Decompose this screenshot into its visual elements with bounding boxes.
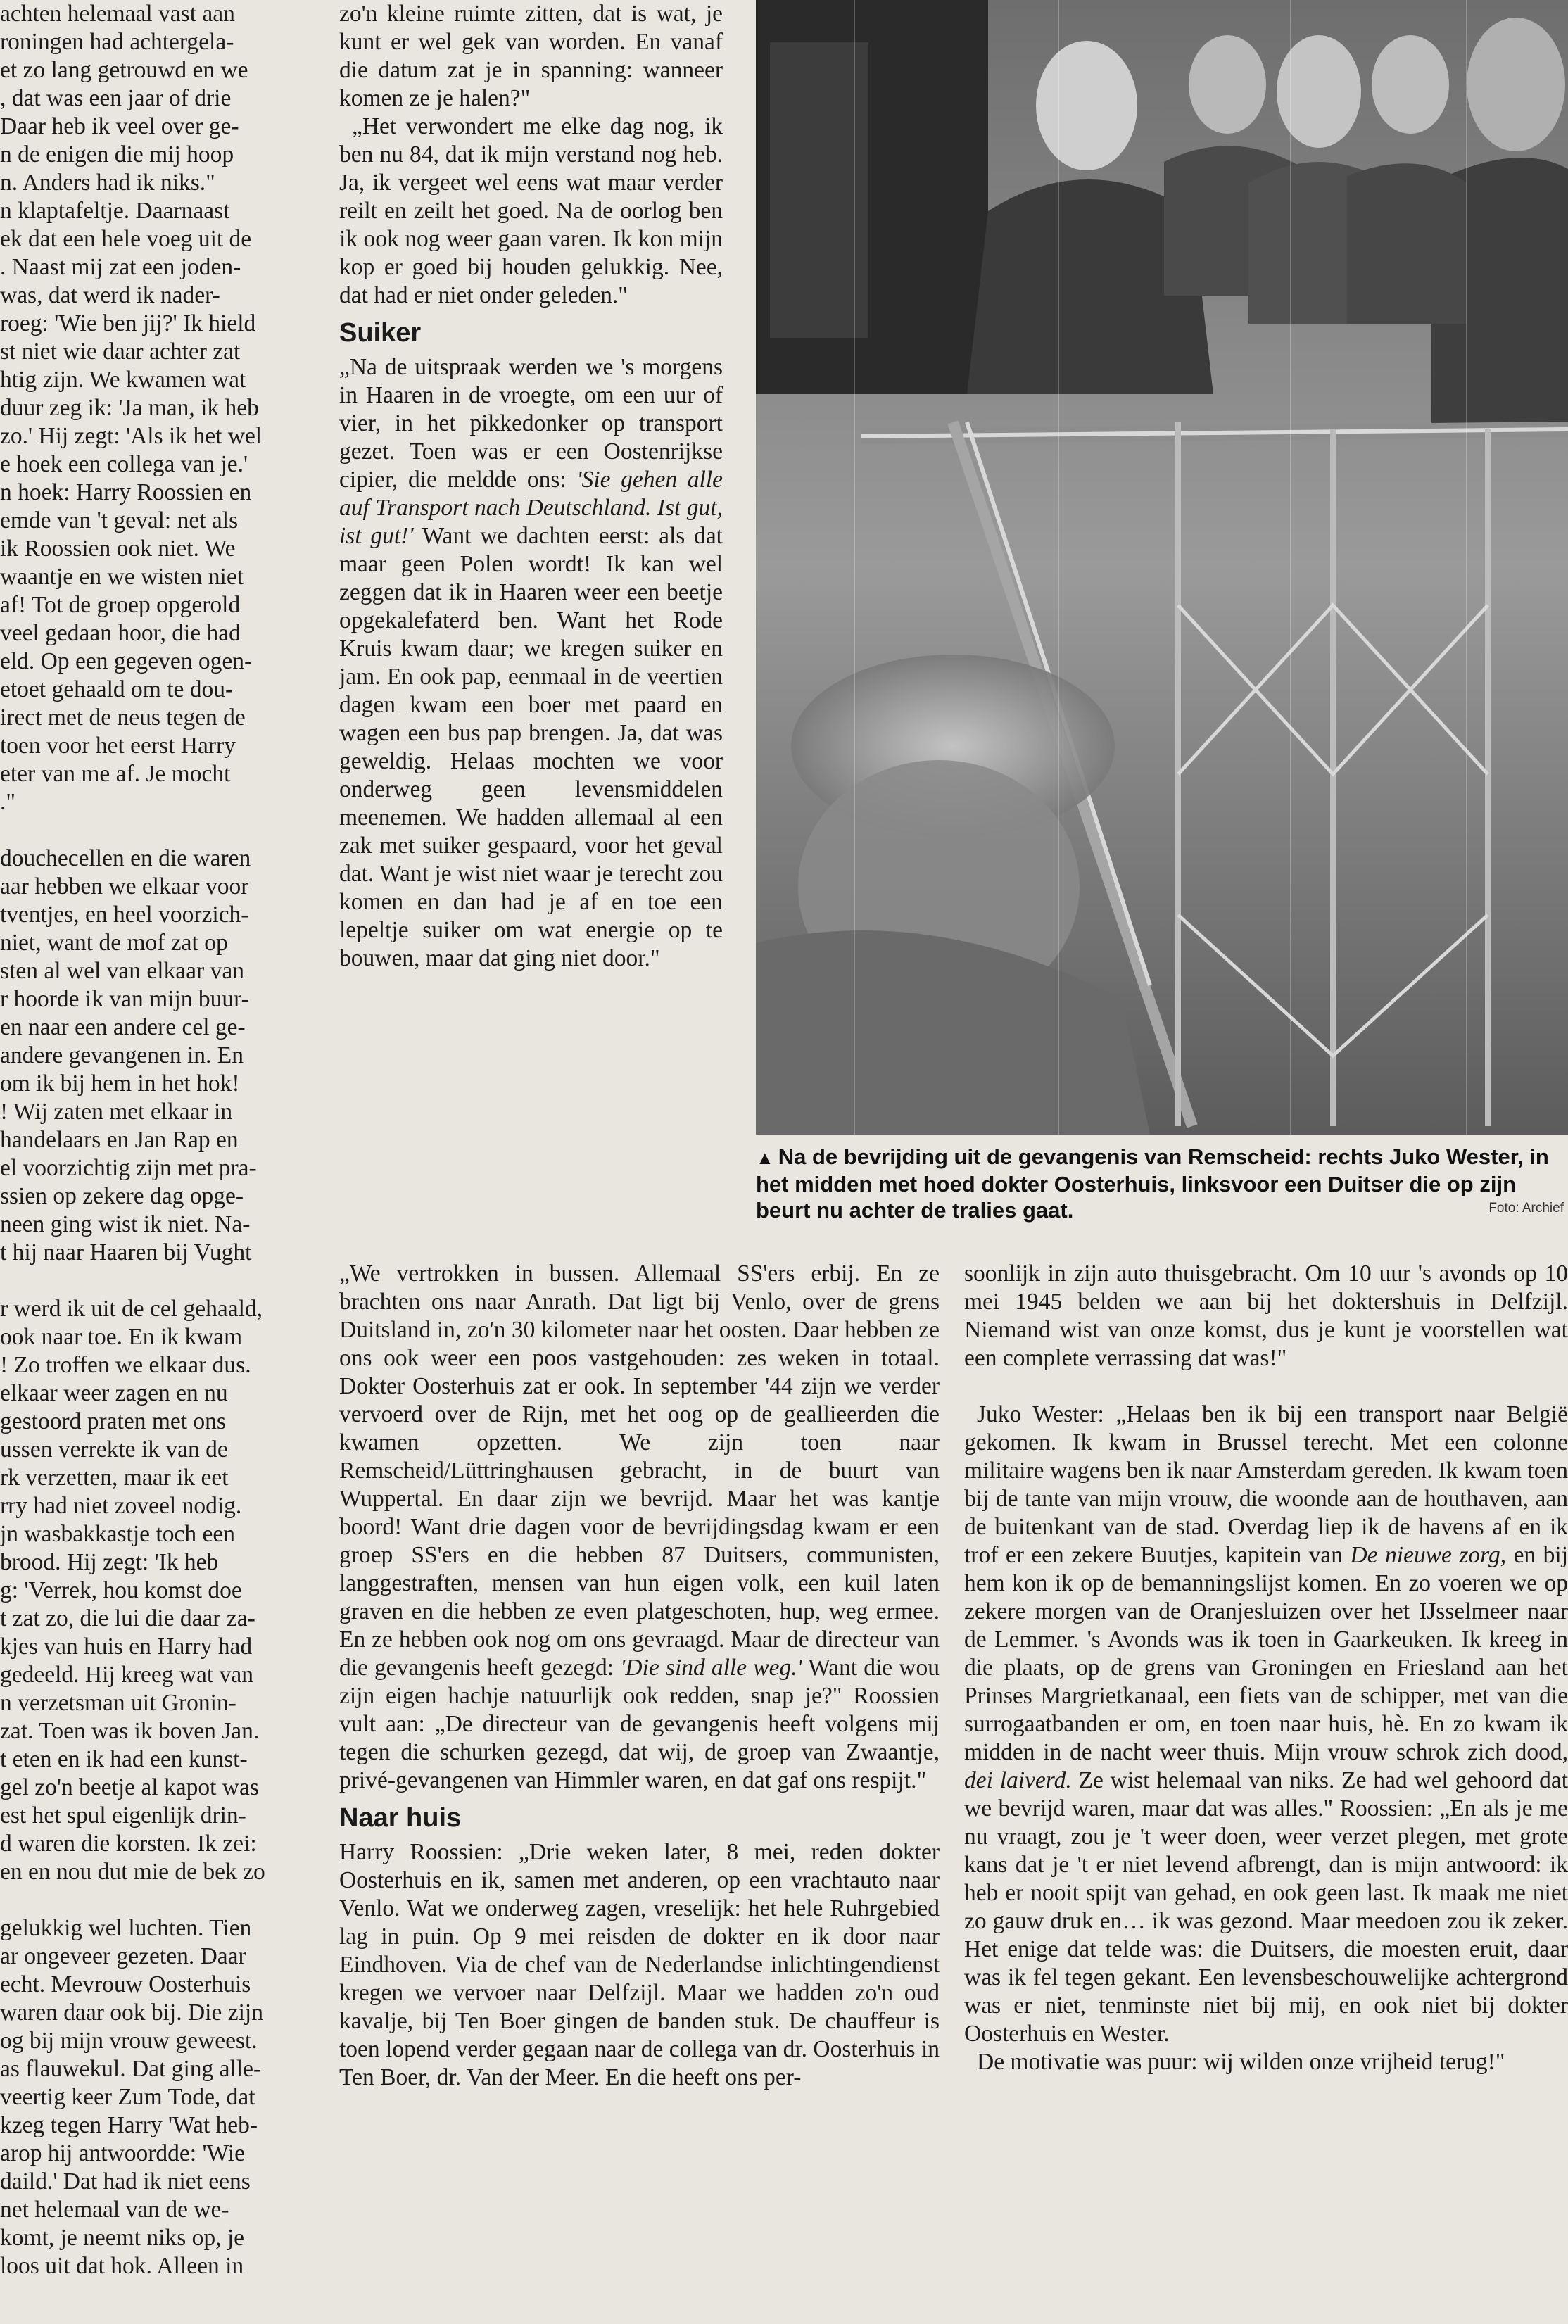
- text-line: ik Roossien ook niet. We: [0, 536, 236, 562]
- text-line: g: 'Verrek, hou komst doe: [0, 1577, 242, 1603]
- text-line: ussen verrekte ik van de: [0, 1436, 228, 1463]
- line-gap: [0, 816, 308, 845]
- text-line: etoet gehaald om te dou-: [0, 676, 234, 702]
- text-line: kjes van huis en Harry had: [0, 1634, 253, 1660]
- paragraph: zo'n kleine ruimte zitten, dat is wat, je kunt er wel gek van worden. En vanaf die datum zat je in spanning: wanneer komen ze je halen?": [339, 1, 723, 111]
- text-line: gestoord praten met ons: [0, 1408, 226, 1434]
- archive-photo: [756, 0, 1568, 1135]
- line-gap: [0, 1267, 308, 1295]
- photo-caption: ▲ Na de bevrijding uit de gevangenis van Remscheid: rechts Juko Wester, in het midden met hoed dokter Oosterhuis, linksvoor een Duitser die op zijn beurt nu achter de tralies gaat.: [756, 1144, 1549, 1223]
- subheading-suiker: Suiker: [339, 318, 422, 348]
- text-line: as flauwekul. Dat ging alle-: [0, 2056, 262, 2082]
- text-line: echt. Mevrouw Oosterhuis: [0, 1971, 251, 1997]
- text-line: achten helemaal vast aan: [0, 1, 235, 27]
- column-bottom-middle: [339, 1260, 940, 2092]
- text-line: , dat was een jaar of drie: [0, 85, 232, 111]
- text-line: brood. Hij zegt: 'Ik heb: [0, 1549, 219, 1575]
- text-line: komt, je neemt niks op, je: [0, 2225, 245, 2251]
- paragraph: Harry Roossien: „Drie weken later, 8 mei, reden dokter Oosterhuis en ik, samen met anderen, op een vrachtauto naar Venlo. Wat we onderweg zagen, vreselijk: het hele Ruhrgebied lag in puin. Op 9 mei reisden de dokter en ik door naar Eindhoven. Via de chef van de Nederlandse inlichtingendienst kregen we vervoer naar Delfzijl. Maar we hadden zo'n oud kavalje, bij Ten Boer gingen de banden stuk. De chauffeur is toen lopend verder gegaan naar de collega van dr. Oosterhuis in Ten Boer, dr. Van der Meer. En die heeft ons per-: [339, 1839, 940, 2090]
- text-line: sten al wel van elkaar van: [0, 958, 244, 984]
- text-line: d waren die korsten. Ik zei:: [0, 1831, 257, 1857]
- text-line: waantje en we wisten niet: [0, 564, 244, 590]
- text-line: ! Wij zaten met elkaar in: [0, 1099, 233, 1125]
- text-line: zat. Toen was ik boven Jan.: [0, 1718, 260, 1744]
- text-line: roningen had achtergela-: [0, 29, 234, 55]
- text-line: htig zijn. We kwamen wat: [0, 367, 246, 393]
- text-line: tventjes, en heel voorzich-: [0, 902, 249, 928]
- text-line: was, dat werd ik nader-: [0, 282, 220, 308]
- paragraph: De motivatie was puur: wij wilden onze vrijheid terug!": [977, 2049, 1505, 2075]
- text-line: andere gevangenen in. En: [0, 1042, 244, 1068]
- paragraph: Juko Wester: „Helaas ben ik bij een transport naar België gekomen. Ik kwam in Brussel terecht. Met een colonne militaire wagens ben ik naar Amsterdam gereden. Ik kwam toen bij de tante van mijn vrouw, die woonde aan de houthaven, aan de buitenkant van de stad. Overdag liep ik de havens af en ik trof er een zekere Buutjes, kapitein van De nieuwe zorg, en bij hem kon ik op de bemanningslijst komen. En zo voeren we op zekere morgen van de Oranjesluizen over het IJsselmeer naar de Lemmer. 's Avonds was ik toen in Gaarkeuken. Ik kreeg in die plaats, op de grens van Groningen en Friesland aan het Prinses Margrietkanaal, een fiets van de schipper, met van die surrogaatbanden er om, en toen naar huis, hè. En zo kwam ik midden in de nacht weer thuis. Mijn vrouw schrok zich dood, dei laiverd. Ze wist helemaal van niks. Ze had wel gehoord dat we bevrijd waren, maar dat was alles." Roossien: „En als je me nu vraagt, zou je 't weer doen, weer verzet plegen, met grote kans dat je 't er niet levend afbrengt, dan is mijn antwoord: ik heb er nooit spijt van gehad, en ook geen last. Ik maak me niet zo gauw druk en… ik was gezond. Maar meedoen zou ik zeker. Het enige dat telde was: die Duitsers, die moesten eruit, daar was ik fel tegen gekant. Een levensbeschouwelijke achtergrond was er niet, tenminste niet bij mij, en ook niet bij dokter Oosterhuis en Wester.: [964, 1401, 1568, 2047]
- text-line: arop hij antwoordde: 'Wie: [0, 2140, 245, 2166]
- text-line: ook naar toe. En ik kwam: [0, 1324, 243, 1350]
- paragraph-gap: [964, 1372, 1568, 1401]
- photo-credit: Foto: Archief: [1488, 1201, 1564, 1215]
- text-line: ar ongeveer gezeten. Daar: [0, 1943, 246, 1969]
- line-gap: [0, 1886, 308, 1914]
- text-line: irect met de neus tegen de: [0, 705, 246, 731]
- text-line: eld. Op een gegeven ogen-: [0, 648, 253, 674]
- text-line: net helemaal van de we-: [0, 2197, 229, 2223]
- text-line: t hij naar Haaren bij Vught: [0, 1239, 252, 1265]
- text-line: gedeeld. Hij kreeg wat van: [0, 1662, 253, 1688]
- text-line: ek dat een hele voeg uit de: [0, 226, 252, 252]
- text-line: niet, want de mof zat op: [0, 930, 228, 956]
- text-line: . Naast mij zat een joden-: [0, 254, 241, 280]
- text-line: ! Zo troffen we elkaar dus.: [0, 1352, 251, 1378]
- photo-image: [756, 0, 1568, 1135]
- subheading-naar-huis: Naar huis: [339, 1803, 462, 1833]
- text-line: af! Tot de groep opgerold: [0, 592, 241, 618]
- text-line: n. Anders had ik niks.": [0, 170, 215, 196]
- text-line: elkaar weer zagen en nu: [0, 1380, 228, 1406]
- text-line: n hoek: Harry Roossien en: [0, 479, 252, 505]
- text-line: veel gedaan hoor, die had: [0, 620, 241, 646]
- column-bottom-right: [964, 1260, 1568, 2076]
- text-line: kzeg tegen Harry 'Wat heb-: [0, 2112, 258, 2138]
- text-line: est het spul eigenlijk drin-: [0, 1802, 246, 1829]
- text-line: n de enigen die mij hoop: [0, 141, 234, 168]
- triangle-marker-icon: ▲: [756, 1147, 774, 1168]
- paragraph: „Na de uitspraak werden we 's morgens in Haaren in de vroegte, om een uur of vier, in het pikkedonker op transport gezet. Toen was er een Oostenrijkse cipier, die meldde ons: 'Sie gehen alle auf Transport nach Deutschland. Ist gut, ist gut!' Want we dachten eerst: als dat maar geen Polen wordt! Ik kan wel zeggen dat ik in Haaren weer een beetje opgekalefaterd ben. Want het Rode Kruis kwam daar; we kregen suiker en jam. En ook pap, eenmaal in de veertien dagen kwam een boer met paard en wagen een bus pap brengen. Ja, dat was geweldig. Helaas mochten we voor onderweg geen levensmiddelen meenemen. We hadden allemaal al een zak met suiker gespaard, voor het geval dat. Want je wist niet waar je terecht zou komen en dan had je af en toe een lepeltje suiker om wat energie op te bouwen, maar dat ging niet door.": [339, 354, 723, 971]
- text-line: r werd ik uit de cel gehaald,: [0, 1296, 263, 1322]
- text-line: emde van 't geval: net als: [0, 507, 239, 533]
- text-line: n verzetsman uit Gronin-: [0, 1690, 236, 1716]
- text-line: jn wasbakkastje toch een: [0, 1521, 235, 1547]
- text-line: duur zeg ik: 'Ja man, ik heb: [0, 395, 259, 421]
- text-line: toen voor het eerst Harry: [0, 733, 236, 759]
- text-line: gel zo'n beetje al kapot was: [0, 1774, 259, 1800]
- text-line: e hoek een collega van je.': [0, 451, 248, 477]
- text-line: ssien op zekere dag opge-: [0, 1183, 244, 1209]
- text-line: aar hebben we elkaar voor: [0, 873, 249, 899]
- column-middle: [339, 0, 723, 973]
- text-line: rry had niet zoveel nodig.: [0, 1493, 242, 1519]
- text-line: st niet wie daar achter zat: [0, 339, 241, 365]
- paragraph: soonlijk in zijn auto thuisgebracht. Om 10 uur 's avonds op 10 mei 1945 belden we aan bij het doktershuis in Delfzijl. Niemand wist van onze komst, dus je kunt je voorstellen wat een complete verrassing dat was!": [964, 1261, 1568, 1371]
- text-line: roeg: 'Wie ben jij?' Ik hield: [0, 310, 256, 336]
- text-line: waren daar ook bij. Die zijn: [0, 2000, 263, 2026]
- text-line: gelukkig wel luchten. Tien: [0, 1915, 252, 1941]
- text-line: .": [0, 789, 16, 815]
- text-line: r hoorde ik van mijn buur-: [0, 986, 249, 1012]
- text-line: el voorzichtig zijn met pra-: [0, 1155, 257, 1181]
- paragraph: „Het verwondert me elke dag nog, ik ben nu 84, dat ik mijn verstand nog heb. Ja, ik vergeet wel eens wat maar verder reilt en zeilt het goed. Na de oorlog ben ik ook nog weer gaan varen. Ik kon mijn kop er goed bij houden gelukkig. Nee, dat had er niet onder geleden.": [339, 113, 723, 308]
- text-line: t zat zo, die lui die daar za-: [0, 1605, 255, 1631]
- text-line: et zo lang getrouwd en we: [0, 57, 248, 83]
- text-line: Daar heb ik veel over ge-: [0, 113, 239, 139]
- paragraph: „We vertrokken in bussen. Allemaal SS'ers erbij. En ze brachten ons naar Anrath. Dat ligt bij Venlo, over de grens Duitsland in, zo'n 30 kilometer naar het oosten. Daar hebben ze ons ook weer een poos vastgehouden: zes weken in totaal. Dokter Oosterhuis zat er ook. In september '44 zijn we verder vervoerd over de Rijn, met het oog op de geallieerden die kwamen opzetten. We zijn toen naar Remscheid/Lüttringhausen gebracht, in de buurt van Wuppertal. En daar zijn we bevrijd. Maar het was kantje boord! Want drie dagen voor de bevrijdingsdag kwam er een groep SS'ers en die hebben 87 Duitsers, communisten, langgestraften, mensen van hun eigen volk, een kuil laten graven en die hebben ze even platgeschoten, hup, weg ermee. En ze hebben ook nog om ons gevraagd. Maar de directeur van die gevangenis heeft gezegd: 'Die sind alle weg.' Want die wou zijn eigen hachje natuurlijk ook redden, snap je?" Roossien vult aan: „De directeur van de gevangenis heeft volgens mij tegen die schurken gezegd, dat wij, de groep van Zwaantje, privé-gevangenen van Himmler waren, en dat gaf ons respijt.": [339, 1261, 940, 1793]
- text-line: n klaptafeltje. Daarnaast: [0, 198, 230, 224]
- text-line: en naar een andere cel ge-: [0, 1014, 246, 1040]
- text-line: rk verzetten, maar ik eet: [0, 1465, 229, 1491]
- text-line: douchecellen en die waren: [0, 845, 251, 871]
- text-line: zo.' Hij zegt: 'Als ik het wel: [0, 423, 263, 449]
- column-left-cropped: [0, 0, 308, 2280]
- text-line: t eten en ik had een kunst-: [0, 1746, 248, 1772]
- text-line: eter van me af. Je mocht: [0, 761, 231, 787]
- text-line: om ik bij hem in het hok!: [0, 1071, 240, 1097]
- text-line: handelaars en Jan Rap en: [0, 1127, 239, 1153]
- text-line: neen ging wist ik niet. Na-: [0, 1211, 251, 1237]
- text-line: en en nou dut mie de bek zo: [0, 1859, 265, 1885]
- text-line: loos uit dat hok. Alleen in: [0, 2253, 244, 2279]
- text-line: og bij mijn vrouw geweest.: [0, 2028, 258, 2054]
- text-line: veertig keer Zum Tode, dat: [0, 2084, 255, 2110]
- text-line: daild.' Dat had ik niet eens: [0, 2168, 251, 2194]
